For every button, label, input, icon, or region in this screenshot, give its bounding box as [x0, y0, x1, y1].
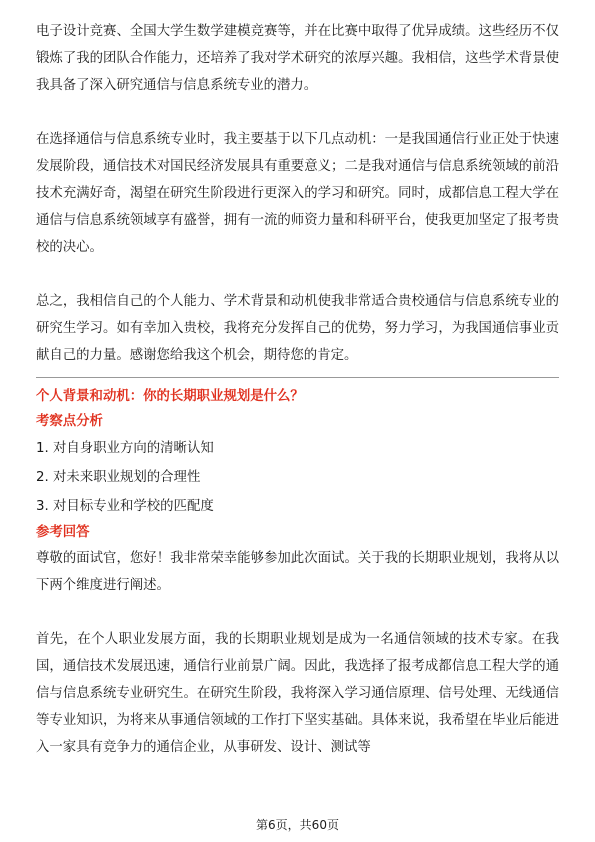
intro-paragraph-3: 总之，我相信自己的个人能力、学术背景和动机使我非常适合贵校通信与信息系统专业的研究生学习。如有幸加入贵校，我将充分发挥自己的优势，努力学习，为我国通信事业贡献自己的力量。感谢您给我这个机会，期待您的肯定。: [36, 294, 559, 363]
analysis-label: 考察点分析: [36, 414, 103, 429]
page-number: 第6页，共60页: [256, 818, 339, 832]
analysis-list: [36, 434, 559, 521]
answer-label: 参考回答: [36, 525, 90, 540]
list-item: 1. 对自身职业方向的清晰认知: [36, 441, 214, 456]
question-heading: 个人背景和动机：你的长期职业规划是什么？: [36, 389, 304, 404]
intro-paragraph-2: 在选择通信与信息系统专业时，我主要基于以下几点动机：一是我国通信行业正处于快速发展阶段，通信技术对国民经济发展具有重要意义；二是我对通信与信息系统领域的前沿技术充满好奇，渴望在研究生阶段进行更深入的学习和研究。同时，成都信息工程大学在通信与信息系统领域享有盛誉，拥有一流的师资力量和科研平台，使我更加坚定了报考贵校的决心。: [36, 132, 559, 255]
document-body: [36, 18, 559, 761]
list-item: 3. 对目标专业和学校的匹配度: [36, 499, 214, 514]
list-item: 2. 对未来职业规划的合理性: [36, 470, 201, 485]
answer-paragraph-1: 尊敬的面试官，您好！我非常荣幸能够参加此次面试。关于我的长期职业规划，我将从以下两个维度进行阐述。: [36, 551, 559, 593]
section-divider: [36, 377, 559, 378]
answer-paragraph-2: 首先，在个人职业发展方面，我的长期职业规划是成为一名通信领域的技术专家。在我国，通信技术发展迅速，通信行业前景广阔。因此，我选择了报考成都信息工程大学的通信与信息系统专业研究生。在研究生阶段，我将深入学习通信原理、信号处理、无线通信等专业知识，为将来从事通信领域的工作打下坚实基础。具体来说，我希望在毕业后能进入一家具有竞争力的通信企业，从事研发、设计、测试等: [36, 632, 559, 755]
intro-paragraph-1: 电子设计竞赛、全国大学生数学建模竞赛等，并在比赛中取得了优异成绩。这些经历不仅锻炼了我的团队合作能力，还培养了我对学术研究的浓厚兴趣。我相信，这些学术背景使我具备了深入研究通信与信息系统专业的潜力。: [36, 24, 559, 93]
